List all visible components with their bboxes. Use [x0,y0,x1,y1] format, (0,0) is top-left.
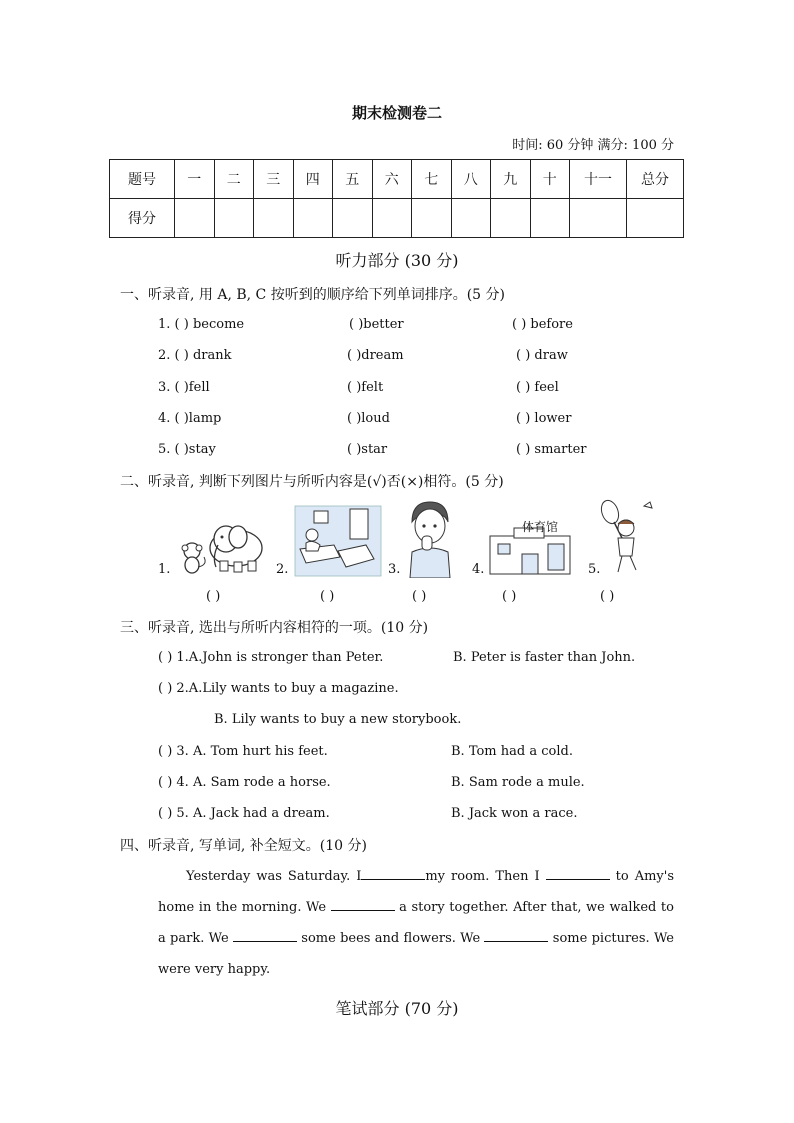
passage-text: my room. Then I [425,869,540,884]
score-header-cell: 九 [491,160,531,199]
passage-text: Yesterday was Saturday. I [186,869,362,884]
score-cell[interactable] [214,199,254,238]
q1-row2-col1: 2. ( ) drank [158,348,232,363]
girl-badminton-image [596,498,662,578]
passage-blank-4[interactable] [233,929,297,942]
q1-row3-col3: ( ) feel [516,380,559,395]
passage-text: some pictures. We were very happy. [158,931,674,977]
score-header-cell: 十 [530,160,570,199]
q1-row3-col1: 3. ( )fell [158,380,210,395]
score-header-cell: 六 [372,160,412,199]
time-info: 时间: 60 分钟 满分: 100 分 [512,138,674,153]
q2-answer-2[interactable]: ( ) [320,589,335,604]
gym-sign-text: 体育馆 [522,520,559,534]
q1-row4-col3: ( ) lower [516,411,572,426]
q2-label-5: 5. [588,562,601,577]
score-table-score-row [110,199,684,238]
passage-text: some bees and flowers. We [296,931,481,946]
q3-item2-a: ( ) 2.A.Lily wants to buy a magazine. [158,681,399,696]
q1-row1-col1: 1. ( ) become [158,317,245,332]
score-header-cell: 五 [333,160,373,199]
q2-label-3: 3. [388,562,401,577]
score-header-cell: 题号 [110,160,175,199]
q4-passage [158,861,674,985]
passage-blank-1[interactable] [361,867,425,880]
monkey-elephant-image [174,515,270,577]
q3-item4-b: B. Sam rode a mule. [451,775,585,790]
q1-title: 一、听录音, 用 A, B, C 按听到的顺序给下列单词排序。(5 分) [120,287,505,303]
score-header-cell: 四 [293,160,333,199]
score-header-cell: 七 [412,160,452,199]
q1-row2-col3: ( ) draw [516,348,568,363]
q2-label-1: 1. [158,562,171,577]
q1-row5-col3: ( ) smarter [516,442,587,457]
score-cell[interactable] [372,199,412,238]
q3-item4-a: ( ) 4. A. Sam rode a horse. [158,775,331,790]
score-cell[interactable] [293,199,333,238]
passage-blank-5[interactable] [484,929,548,942]
q3-item1-b: B. Peter is faster than John. [453,650,636,665]
score-header-cell: 三 [254,160,294,199]
passage-text: to Amy's home in the morning. We [158,869,675,915]
score-cell[interactable] [627,199,684,238]
q2-answer-3[interactable]: ( ) [412,589,427,604]
page-title: 期末检测卷二 [351,104,442,122]
score-row-label: 得分 [110,199,175,238]
q1-row5-col2: ( )star [347,442,388,457]
score-header-cell: 十一 [570,160,627,199]
q1-row1-col3: ( ) before [512,317,573,332]
score-header-cell: 总分 [627,160,684,199]
q1-row4-col2: ( )loud [347,411,390,426]
q2-answer-5[interactable]: ( ) [600,589,615,604]
score-cell[interactable] [333,199,373,238]
q4-title: 四、听录音, 写单词, 补全短文。(10 分) [120,838,367,854]
bedroom-scene-image [294,505,382,577]
writing-header: 笔试部分 (70 分) [335,999,459,1018]
score-cell[interactable] [175,199,215,238]
q3-item1-a: ( ) 1.A.John is stronger than Peter. [158,650,384,665]
score-table [109,159,684,238]
q3-item3-a: ( ) 3. A. Tom hurt his feet. [158,744,328,759]
passage-text: a story together. After that, we walked to a park. We [158,900,674,946]
q2-answer-1[interactable]: ( ) [206,589,221,604]
q1-row4-col1: 4. ( )lamp [158,411,222,426]
score-header-cell: 二 [214,160,254,199]
q3-item3-b: B. Tom had a cold. [451,744,573,759]
score-table-header-row [110,160,684,199]
boy-coughing-image [404,500,454,578]
q2-label-2: 2. [276,562,289,577]
score-cell[interactable] [451,199,491,238]
passage-blank-2[interactable] [546,867,610,880]
q3-item5-a: ( ) 5. A. Jack had a dream. [158,806,330,821]
q1-row3-col2: ( )felt [347,380,384,395]
q1-row2-col2: ( )dream [347,348,404,363]
q3-item2-b: B. Lily wants to buy a new storybook. [214,712,462,727]
q1-row1-col2: ( )better [349,317,404,332]
listening-header: 听力部分 (30 分) [335,251,459,270]
score-cell[interactable] [570,199,627,238]
q2-label-4: 4. [472,562,485,577]
q2-title: 二、听录音, 判断下列图片与所听内容是(√)否(×)相符。(5 分) [120,474,504,490]
score-cell[interactable] [491,199,531,238]
q3-item5-b: B. Jack won a race. [451,806,578,821]
score-cell[interactable] [530,199,570,238]
score-header-cell: 八 [451,160,491,199]
q2-answer-4[interactable]: ( ) [502,589,517,604]
score-header-cell: 一 [175,160,215,199]
q3-title: 三、听录音, 选出与所听内容相符的一项。(10 分) [120,620,429,636]
score-cell[interactable] [412,199,452,238]
passage-blank-3[interactable] [331,898,395,911]
score-cell[interactable] [254,199,294,238]
q1-row5-col1: 5. ( )stay [158,442,216,457]
